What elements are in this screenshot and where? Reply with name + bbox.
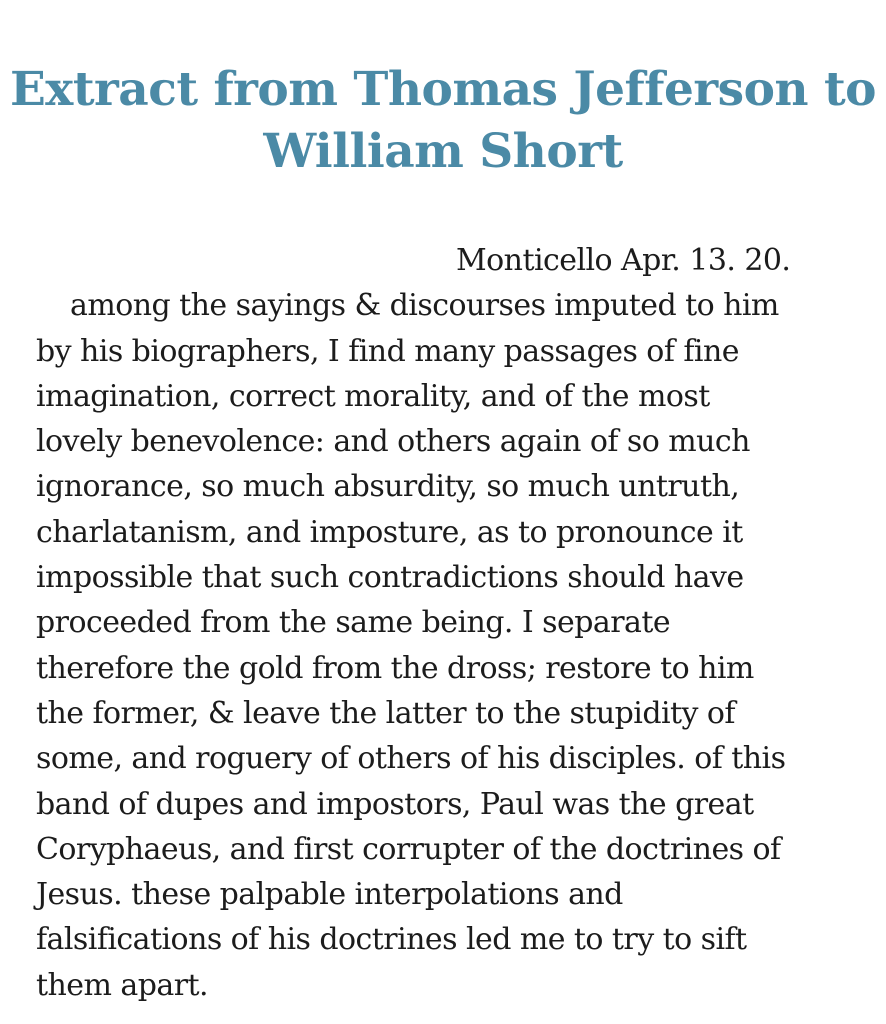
- letter-dateline: Monticello Apr. 13. 20.: [456, 243, 791, 278]
- title-line: Extract from Thomas Jefferson to: [9, 62, 877, 118]
- letter-body: [0, 238, 886, 1008]
- letter-line: them apart.: [36, 967, 208, 1003]
- letter-line: imagination, correct morality, and of the most: [36, 378, 710, 414]
- letter-line: charlatanism, and imposture, as to pronounce it: [36, 514, 743, 550]
- letter-line: the former, & leave the latter to the stupidity of: [36, 695, 735, 731]
- letter-line: some, and roguery of others of his disciples. of this: [36, 741, 786, 777]
- page-title: [0, 59, 886, 183]
- letter-line: ignorance, so much absurdity, so much untruth,: [36, 469, 740, 505]
- letter-line: Coryphaeus, and first corrupter of the doctrines of: [36, 831, 781, 867]
- letter-line: Jesus. these palpable interpolations and: [36, 877, 623, 913]
- letter-line: impossible that such contradictions should have: [36, 560, 744, 596]
- letter-line: band of dupes and impostors, Paul was the great: [36, 786, 754, 822]
- letter-line: falsifications of his doctrines led me to try to sift: [36, 922, 747, 958]
- letter-line: lovely benevolence: and others again of so much: [36, 424, 750, 460]
- letter-line: therefore the gold from the dross; restore to him: [36, 650, 754, 686]
- title-line: William Short: [263, 124, 623, 180]
- letter-line: among the sayings & discourses imputed to him: [70, 288, 779, 324]
- letter-line: by his biographers, I find many passages of fine: [36, 333, 739, 369]
- letter-line: proceeded from the same being. I separate: [36, 605, 671, 641]
